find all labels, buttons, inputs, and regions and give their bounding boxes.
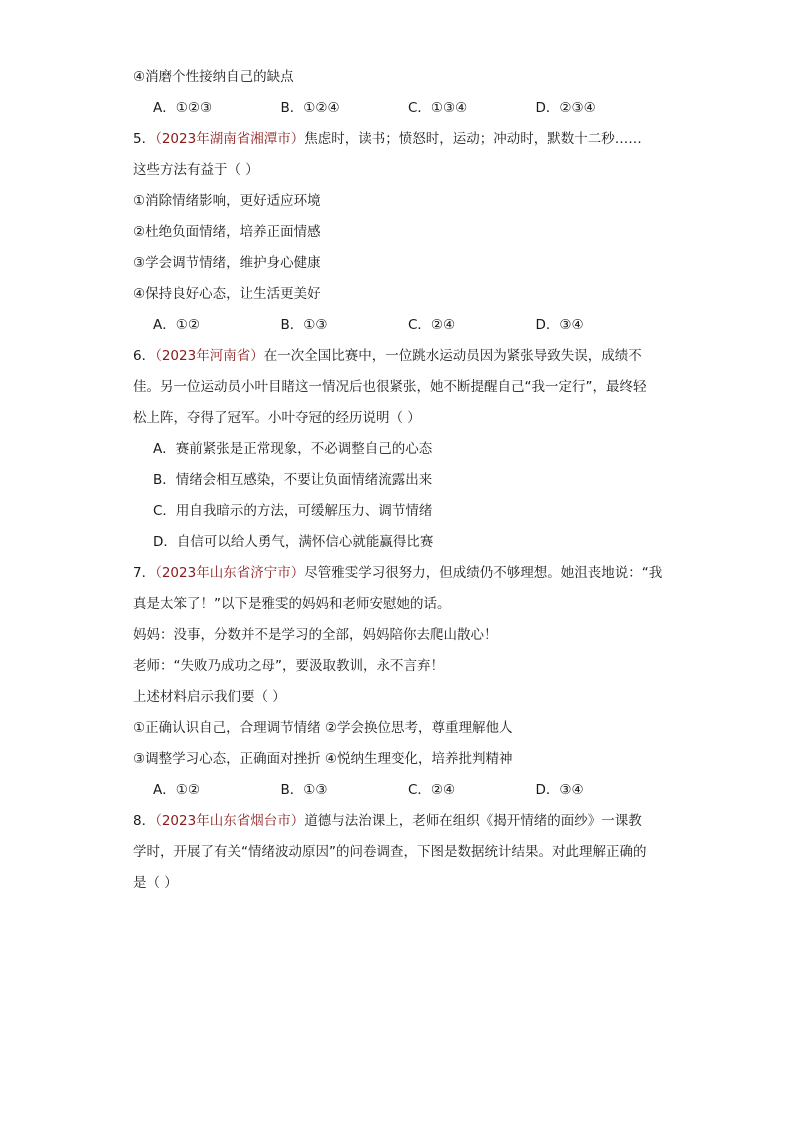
- q4-options: [133, 93, 663, 124]
- q8-source: （2023年山东省烟台市）: [155, 813, 305, 829]
- q5-stem-line-1: [133, 124, 663, 155]
- q6-stem-line-2: 佳。另一位运动员小叶目睹这一情况后也很紧张，她不断提醒自己“我一定行”，最终轻: [133, 379, 647, 395]
- q5-text-1: 焦虑时，读书；愤怒时，运动；冲动时，默数十二秒……: [304, 131, 642, 147]
- q7-statements-3-4: ③调整学习心态，正确面对挫折 ④悦纳生理变化，培养批判精神: [133, 751, 513, 767]
- q6-source: （2023年河南省）: [155, 348, 264, 364]
- q6-choice-a: A．赛前紧张是正常现象，不必调整自己的心态: [153, 441, 433, 457]
- q7-statements-1-2: ①正确认识自己，合理调节情绪 ②学会换位思考，尊重理解他人: [133, 720, 513, 736]
- q6-choice-c: C．用自我暗示的方法，可缓解压力、调节情绪: [153, 503, 433, 519]
- q6-number: 6．: [133, 348, 156, 364]
- q8-text-1: 道德与法治课上，老师在组织《揭开情绪的面纱》一课教: [304, 813, 642, 829]
- q7-option-c: C．②④: [408, 782, 456, 798]
- q5-option-c: C．②④: [408, 317, 456, 333]
- q5-statement-1: ①消除情绪影响，更好适应环境: [133, 193, 321, 209]
- q6-stem-line-3: 松上阵，夺得了冠军。小叶夺冠的经历说明（ ）: [133, 410, 421, 426]
- q8-number: 8．: [133, 813, 156, 829]
- q5-option-d: D．③④: [535, 317, 584, 333]
- q7-stem-line-1: [133, 558, 663, 589]
- q5-option-b: B．①③: [280, 317, 328, 333]
- q4-option-d: D．②③④: [535, 100, 596, 116]
- q7-option-d: D．③④: [535, 782, 584, 798]
- q5-number: 5．: [133, 131, 156, 147]
- q7-option-b: B．①③: [280, 782, 328, 798]
- q7-option-a: A．①②: [153, 782, 200, 798]
- q5-statement-2: ②杜绝负面情绪，培养正面情感: [133, 224, 321, 240]
- q5-options: [133, 310, 663, 341]
- q4-statement-4: ④消磨个性接纳自己的缺点: [133, 69, 294, 85]
- q5-statement-4: ④保持良好心态，让生活更美好: [133, 286, 321, 302]
- q7-teacher-quote: 老师：“失败乃成功之母”，要汲取教训，永不言弃！: [133, 658, 444, 674]
- q7-prompt: 上述材料启示我们要（ ）: [133, 689, 286, 705]
- q6-choice-b: B．情绪会相互感染，不要让负面情绪流露出来: [153, 472, 433, 488]
- q5-statement-3: ③学会调节情绪，维护身心健康: [133, 255, 321, 271]
- q6-text-1: 在一次全国比赛中，一位跳水运动员因为紧张导致失误，成绩不: [263, 348, 642, 364]
- q5-source: （2023年湖南省湘潭市）: [155, 131, 305, 147]
- q8-stem-line-3: 是（ ）: [133, 875, 178, 891]
- q4-option-a: A．①②③: [153, 100, 213, 116]
- q4-option-b: B．①②④: [280, 100, 340, 116]
- q7-number: 7．: [133, 565, 156, 581]
- q4-option-c: C．①③④: [408, 100, 468, 116]
- exam-page: [133, 62, 663, 899]
- q7-text-1: 尽管雅雯学习很努力，但成绩仍不够理想。她沮丧地说：“我: [304, 565, 663, 581]
- q7-mom-quote: 妈妈：没事，分数并不是学习的全部，妈妈陪你去爬山散心！: [133, 627, 498, 643]
- q7-options: [133, 775, 663, 806]
- q7-stem-line-2: 真是太笨了！”以下是雅雯的妈妈和老师安慰她的话。: [133, 596, 451, 612]
- q6-choice-d: D．自信可以给人勇气，满怀信心就能赢得比赛: [153, 534, 434, 550]
- q8-stem-line-2: 学时，开展了有关“情绪波动原因”的问卷调查，下图是数据统计结果。对此理解正确的: [133, 844, 647, 860]
- q7-source: （2023年山东省济宁市）: [155, 565, 305, 581]
- q5-option-a: A．①②: [153, 317, 200, 333]
- q8-stem-line-1: [133, 806, 663, 837]
- q6-stem-line-1: [133, 341, 663, 372]
- q5-stem-line-2: 这些方法有益于（ ）: [133, 162, 259, 178]
